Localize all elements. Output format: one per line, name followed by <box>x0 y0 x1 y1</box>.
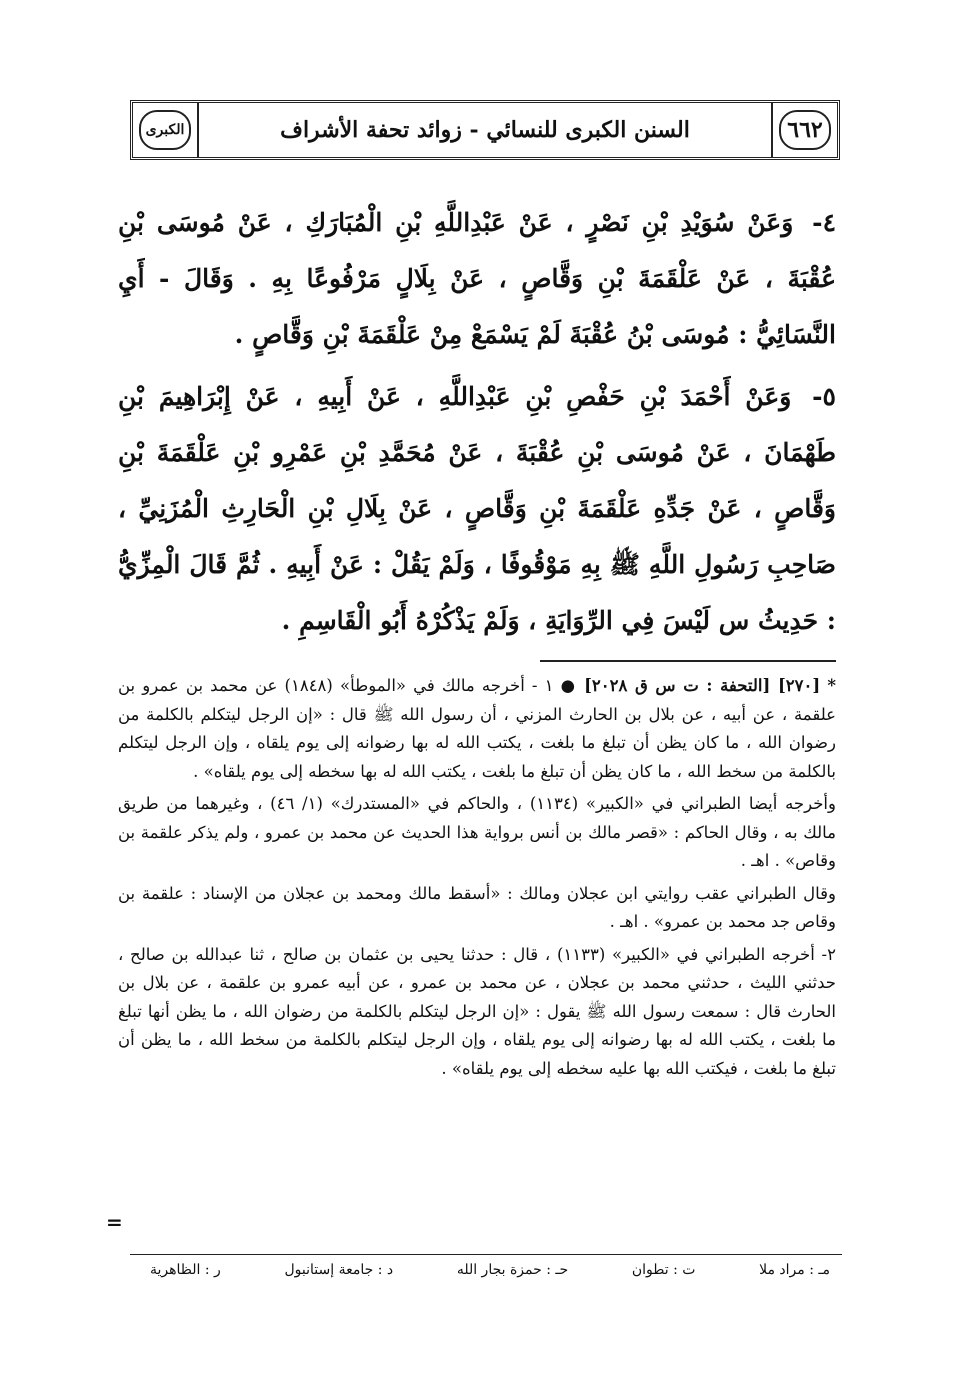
siglum: ت : تطوان <box>631 1262 696 1278</box>
hadith-text: وَعَنْ أَحْمَدَ بْنِ حَفْصِ بْنِ عَبْدِاللَّهِ ، عَنْ أَبِيهِ ، عَنْ إِبْرَاهِيمَ بْنِ طَهْمَانَ ، عَنْ مُوسَى بْنِ عُقْبَةَ ، عَنْ مُحَمَّدِ بْنِ عَمْرِو بْنِ عَلْقَمَةَ بْنِ وَقَّاصٍ ، عَنْ جَدِّهِ عَلْقَمَةَ بْنِ وَقَّاصٍ ، عَنْ بِلَالِ بْنِ الْحَارِثِ الْمُزَنِيِّ ، صَاحِبِ رَسُولِ اللَّهِ ﷺ بِهِ مَوْقُوفًا ، وَلَمْ يَقُلْ : عَنْ أَبِيهِ . ثُمَّ قَالَ الْمِزِّيُّ : حَدِيثُ س لَيْسَ فِي الرِّوَايَةِ ، وَلَمْ يَذْكُرْهُ أَبُو الْقَاسِمِ . <box>118 382 836 635</box>
footnote-divider <box>540 660 836 662</box>
footer-divider <box>130 1254 842 1255</box>
hadith-number: ٤- <box>812 208 836 237</box>
siglum: د : جامعة إستانبول <box>284 1262 394 1278</box>
page-number: ٦٦٢ <box>779 110 831 150</box>
main-text <box>118 195 836 655</box>
hadith-5 <box>118 369 836 649</box>
note-paragraph <box>118 672 836 786</box>
hadith-4 <box>118 195 836 363</box>
note-paragraph: وقال الطبراني عقب روايتي ابن عجلان ومالك : «أسقط مالك ومحمد بن عجلان من الإسناد : علقمة بن وقاص جد محمد بن عمرو» . اهـ . <box>118 883 836 931</box>
siglum: ر : الظاهرية <box>150 1262 221 1278</box>
ornament-right <box>779 108 831 152</box>
note-text: ● ١ - أخرجه مالك في «الموطأ» (١٨٤٨) عن محمد بن عمرو بن علقمة ، عن أبيه ، عن بلال بن الحارث المزني ، أن رسول الله ﷺ قال : «إن الرجل ليتكلم بالكلمة من رضوان الله ، ما كان يظن أن تبلغ ما بلغت ، يكتب الله له بها رضوانه إلى يوم يلقاه ، وإن الرجل ليتكلم بالكلمة من سخط الله ، ما كان يظن أن تبلغ ما بلغت ، يكتب الله له بها سخطه إلى يوم يلقاه» . <box>118 676 836 781</box>
siglum: مـ : مراد ملا <box>759 1262 830 1278</box>
ornament-left <box>139 108 191 152</box>
hadith-number: ٥- <box>812 382 836 411</box>
footnotes <box>118 672 836 1087</box>
continuation-mark: = <box>106 1210 123 1234</box>
note-paragraph: وأخرجه أيضا الطبراني في «الكبير» (١١٣٤) ، والحاكم في «المستدرك» (١/ ٤٦) ، وغيرهما من طريق مالك به ، وقال الحاكم : «قصر مالك بن أنس برواية هذا الحديث عن محمد بن عمرو ، ولم يذكر علقمة بن وقاص» . اهـ . <box>118 794 836 870</box>
note-paragraph: ٢- أخرجه الطبراني في «الكبير» (١١٣٣) ، قال : حدثنا يحيى بن عثمان بن صالح ، ثنا عبدالله بن صالح ، حدثني الليث ، حدثني محمد بن عجلان ، عن محمد بن عمرو ، عن أبيه عمرو بن علقمة ، عن بلال بن الحارث قال : سمعت رسول الله ﷺ يقول : «إن الرجل ليتكلم بالكلمة من رضوان الله ، ما يظن أنها تبلغ ما بلغت ، يكتب الله له بها رضوانه إلى يوم يلقاه ، وإن الرجل ليتكلم بالكلمة من سخط الله ، ما يظن أن تبلغ ما بلغت ، فيكتب الله بها عليه سخطه إلى يوم يلقاه» . <box>118 944 836 1078</box>
manuscript-sigla <box>150 1262 830 1278</box>
page-header <box>130 100 840 160</box>
siglum: حـ : حمزة بجار الله <box>456 1262 569 1278</box>
note-reference: [٢٧٠] [التحفة : ت س ق ٢٠٢٨] <box>584 676 821 695</box>
hadith-text: وَعَنْ سُوَيْدِ بْنِ نَصْرٍ ، عَنْ عَبْدِاللَّهِ بْنِ الْمُبَارَكِ ، عَنْ مُوسَى بْنِ عُقْبَةَ ، عَنْ عَلْقَمَةَ بْنِ وَقَّاصٍ ، عَنْ بِلَالٍ مَرْفُوعًا بِهِ . وَقَالَ - أَيِ النَّسَائِيُّ : مُوسَى بْنُ عُقْبَةَ لَمْ يَسْمَعْ مِنْ عَلْقَمَةَ بْنِ وَقَّاصٍ . <box>118 208 836 349</box>
book-emblem: الكبرى <box>139 110 191 150</box>
star-marker: * <box>827 676 836 695</box>
running-title: السنن الكبرى للنسائي - زوائد تحفة الأشراف <box>197 103 773 157</box>
